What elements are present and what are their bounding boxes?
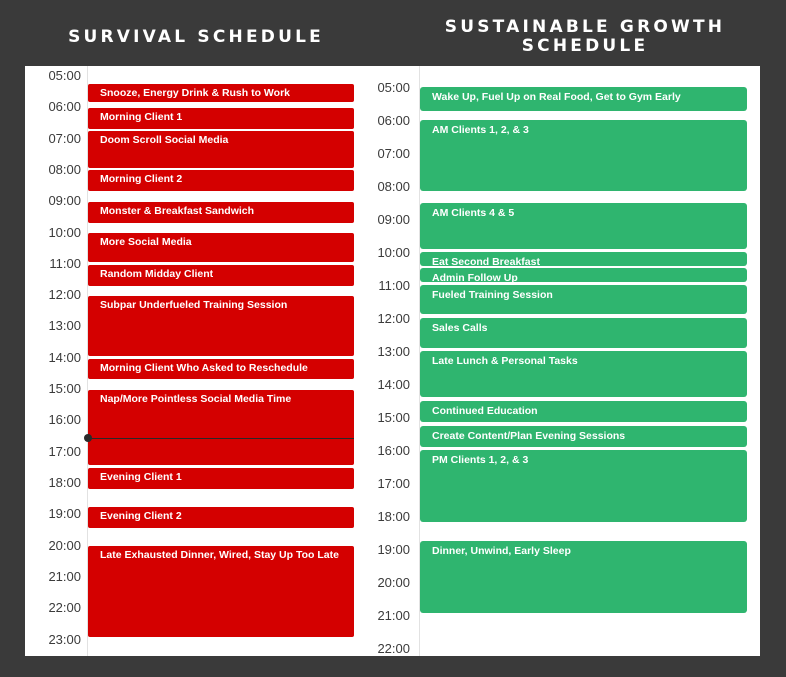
calendar-event[interactable]: Morning Client 1 (88, 108, 354, 129)
calendar-event[interactable]: More Social Media (88, 233, 354, 262)
time-label: 14:00 (377, 377, 410, 392)
calendar-event[interactable]: Dinner, Unwind, Early Sleep (420, 541, 747, 613)
time-label: 13:00 (48, 318, 81, 333)
calendar-event[interactable]: PM Clients 1, 2, & 3 (420, 450, 747, 522)
survival-schedule-title: SURVIVAL SCHEDULE (68, 27, 324, 47)
time-label: 08:00 (48, 162, 81, 177)
calendar-event[interactable]: Sales Calls (420, 318, 747, 348)
time-label: 15:00 (48, 381, 81, 396)
time-label: 22:00 (377, 641, 410, 656)
calendar-event[interactable]: AM Clients 4 & 5 (420, 203, 747, 249)
calendar-event[interactable]: Subpar Underfueled Training Session (88, 296, 354, 356)
time-label: 18:00 (377, 509, 410, 524)
time-label: 11:00 (49, 256, 81, 271)
calendar-event[interactable]: Continued Education (420, 401, 747, 422)
calendar-event[interactable]: Fueled Training Session (420, 285, 747, 314)
time-label: 16:00 (48, 412, 81, 427)
calendar-event[interactable]: Admin Follow Up (420, 268, 747, 282)
time-label: 05:00 (377, 80, 410, 95)
time-label: 09:00 (48, 193, 81, 208)
time-label: 15:00 (377, 410, 410, 425)
time-label: 09:00 (377, 212, 410, 227)
time-label: 07:00 (48, 131, 81, 146)
calendar-event[interactable]: Random Midday Client (88, 265, 354, 286)
growth-schedule-title: SUSTAINABLE GROWTH SCHEDULE (444, 17, 726, 56)
time-label: 14:00 (48, 350, 81, 365)
calendar-event[interactable]: Snooze, Energy Drink & Rush to Work (88, 84, 354, 102)
time-label: 10:00 (48, 225, 81, 240)
calendar-event[interactable]: Late Exhausted Dinner, Wired, Stay Up Too Late (88, 546, 354, 637)
calendar-event[interactable]: Doom Scroll Social Media (88, 131, 354, 168)
time-label: 13:00 (377, 344, 410, 359)
time-label: 19:00 (377, 542, 410, 557)
current-time-line (88, 438, 354, 439)
current-time-dot (84, 434, 92, 442)
time-label: 21:00 (377, 608, 410, 623)
time-label: 12:00 (377, 311, 410, 326)
time-label: 20:00 (48, 538, 81, 553)
calendar-event[interactable]: Morning Client Who Asked to Reschedule (88, 359, 354, 379)
time-label: 17:00 (48, 444, 81, 459)
survival-calendar (25, 66, 354, 656)
time-label: 17:00 (377, 476, 410, 491)
calendar-event[interactable]: Nap/More Pointless Social Media Time (88, 390, 354, 465)
calendar-event[interactable]: Eat Second Breakfast (420, 252, 747, 266)
time-label: 11:00 (378, 278, 410, 293)
calendar-event[interactable]: Wake Up, Fuel Up on Real Food, Get to Gym Early (420, 87, 747, 111)
time-label: 22:00 (48, 600, 81, 615)
calendar-event[interactable]: Evening Client 2 (88, 507, 354, 528)
time-label: 06:00 (377, 113, 410, 128)
time-label: 07:00 (377, 146, 410, 161)
time-label: 12:00 (48, 287, 81, 302)
calendar-event[interactable]: Late Lunch & Personal Tasks (420, 351, 747, 397)
time-label: 23:00 (48, 632, 81, 647)
time-label: 19:00 (48, 506, 81, 521)
time-label: 16:00 (377, 443, 410, 458)
growth-calendar (354, 66, 760, 656)
calendar-event[interactable]: Morning Client 2 (88, 170, 354, 191)
calendar-event[interactable]: Evening Client 1 (88, 468, 354, 489)
calendar-event[interactable]: AM Clients 1, 2, & 3 (420, 120, 747, 191)
time-label: 18:00 (48, 475, 81, 490)
time-label: 10:00 (377, 245, 410, 260)
time-label: 21:00 (48, 569, 81, 584)
calendar-event[interactable]: Monster & Breakfast Sandwich (88, 202, 354, 223)
calendar-event[interactable]: Create Content/Plan Evening Sessions (420, 426, 747, 447)
time-label: 08:00 (377, 179, 410, 194)
time-label: 06:00 (48, 99, 81, 114)
time-label: 20:00 (377, 575, 410, 590)
time-label: 05:00 (48, 68, 81, 83)
